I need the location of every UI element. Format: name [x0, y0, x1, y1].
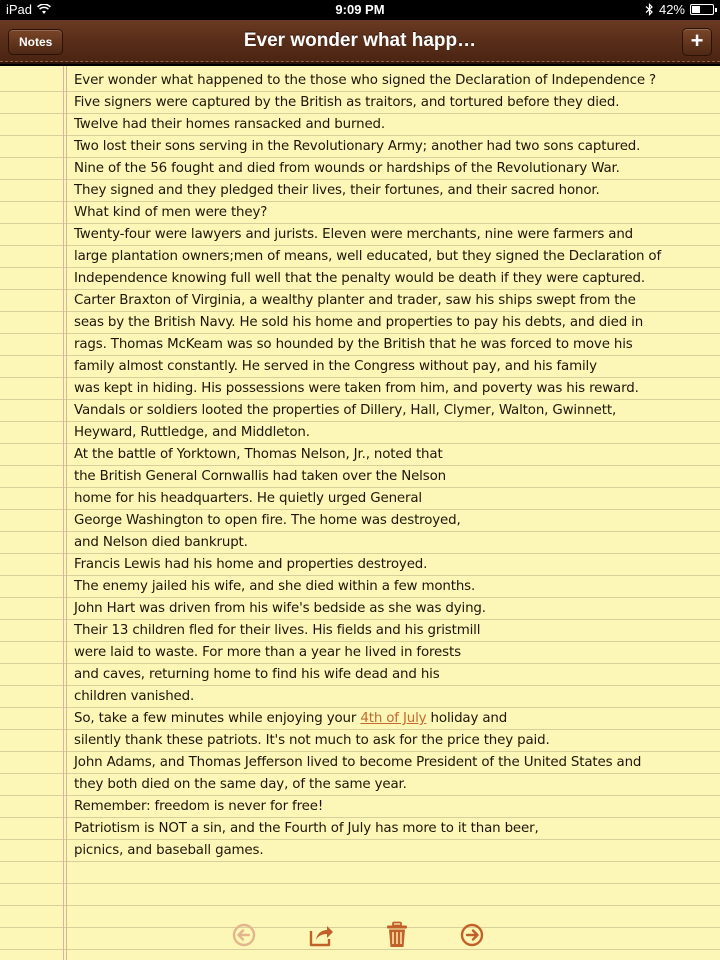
notes-list-button[interactable]: Notes — [8, 29, 63, 55]
note-line: The enemy jailed his wife, and she died within a few months. — [74, 579, 476, 594]
share-icon[interactable] — [306, 920, 336, 950]
note-line: Twelve had their homes ransacked and burned. — [74, 117, 385, 132]
note-line: Their 13 children fled for their lives. His fields and his gristmill — [74, 623, 481, 638]
add-note-button[interactable]: + — [682, 28, 712, 56]
note-line: and caves, returning home to find his wife dead and his — [74, 667, 440, 682]
note-line: John Hart was driven from his wife's bedside as she was dying. — [74, 601, 486, 616]
link-line-before: So, take a few minutes while enjoying your — [74, 711, 361, 726]
note-line: They signed and they pledged their lives, their fortunes, and their sacred honor. — [74, 183, 600, 198]
note-line: George Washington to open fire. The home was destroyed, — [74, 513, 461, 528]
note-line: At the battle of Yorktown, Thomas Nelson, Jr., noted that — [74, 447, 443, 462]
note-line: Two lost their sons serving in the Revolutionary Army; another had two sons captured. — [74, 139, 641, 154]
note-line: Independence knowing full well that the penalty would be death if they were captured. — [74, 271, 645, 286]
note-line: family almost constantly. He served in the Congress without pay, and his family — [74, 359, 597, 374]
device-name: iPad — [6, 2, 33, 17]
note-title: Ever wonder what happ… — [243, 30, 477, 51]
note-line: Nine of the 56 fought and died from wounds or hardships of the Revolutionary War. — [74, 161, 620, 176]
status-right — [645, 2, 714, 17]
status-bar — [0, 0, 720, 20]
note-toolbar — [0, 912, 720, 960]
note-line: Ever wonder what happened to the those who signed the Declaration of Independence ? — [74, 73, 656, 88]
note-line: picnics, and baseball games. — [74, 843, 264, 858]
note-line: Heyward, Ruttledge, and Middleton. — [74, 425, 310, 440]
margin-line — [66, 66, 67, 960]
note-line: they both died on the same day, of the same year. — [74, 777, 407, 792]
link-line-after: holiday and — [426, 711, 508, 726]
note-line: were laid to waste. For more than a year he lived in forests — [74, 645, 461, 660]
note-line: children vanished. — [74, 689, 195, 704]
note-line: was kept in hiding. His possessions were taken from him, and poverty was his reward. — [74, 381, 639, 396]
note-line: silently thank these patriots. It's not much to ask for the price they paid. — [74, 733, 550, 748]
note-line: seas by the British Navy. He sold his home and properties to pay his debts, and died in — [74, 315, 644, 330]
note-line: Vandals or soldiers looted the properties of Dillery, Hall, Clymer, Walton, Gwinnett, — [74, 403, 617, 418]
holiday-date-link[interactable]: 4th of July — [360, 711, 427, 726]
note-line: the British General Cornwallis had taken over the Nelson — [74, 469, 446, 484]
nav-bar — [0, 20, 720, 64]
margin-line — [63, 66, 64, 960]
bluetooth-icon — [645, 3, 654, 16]
battery-percent: 42% — [658, 2, 685, 17]
note-line: Remember: freedom is never for free! — [74, 799, 324, 814]
note-line — [74, 708, 714, 730]
note-line: What kind of men were they? — [74, 205, 268, 220]
status-time: 9:09 PM — [335, 2, 385, 17]
note-line: Carter Braxton of Virginia, a wealthy planter and trader, saw his ships swept from the — [74, 293, 636, 308]
battery-fill — [692, 6, 700, 13]
note-line: Patriotism is NOT a sin, and the Fourth of July has more to it than beer, — [74, 821, 539, 836]
trash-icon[interactable] — [382, 920, 412, 950]
note-line: rags. Thomas McKeam was so hounded by the British that he was forced to move his — [74, 337, 633, 352]
battery-icon — [690, 4, 714, 15]
note-line: home for his headquarters. He quietly urged General — [74, 491, 422, 506]
next-note-icon[interactable] — [457, 920, 487, 950]
note-body[interactable] — [74, 70, 714, 862]
note-line: Francis Lewis had his home and properties destroyed. — [74, 557, 428, 572]
note-line: John Adams, and Thomas Jefferson lived to become President of the United States and — [74, 755, 642, 770]
note-line: Five signers were captured by the British as traitors, and tortured before they died. — [74, 95, 620, 110]
previous-note-icon[interactable] — [229, 920, 259, 950]
note-paper[interactable] — [0, 66, 720, 960]
note-line: and Nelson died bankrupt. — [74, 535, 248, 550]
note-line: Twenty-four were lawyers and jurists. Eleven were merchants, nine were farmers and — [74, 227, 634, 242]
note-line: large plantation owners;men of means, well educated, but they signed the Declaration of — [74, 249, 662, 264]
